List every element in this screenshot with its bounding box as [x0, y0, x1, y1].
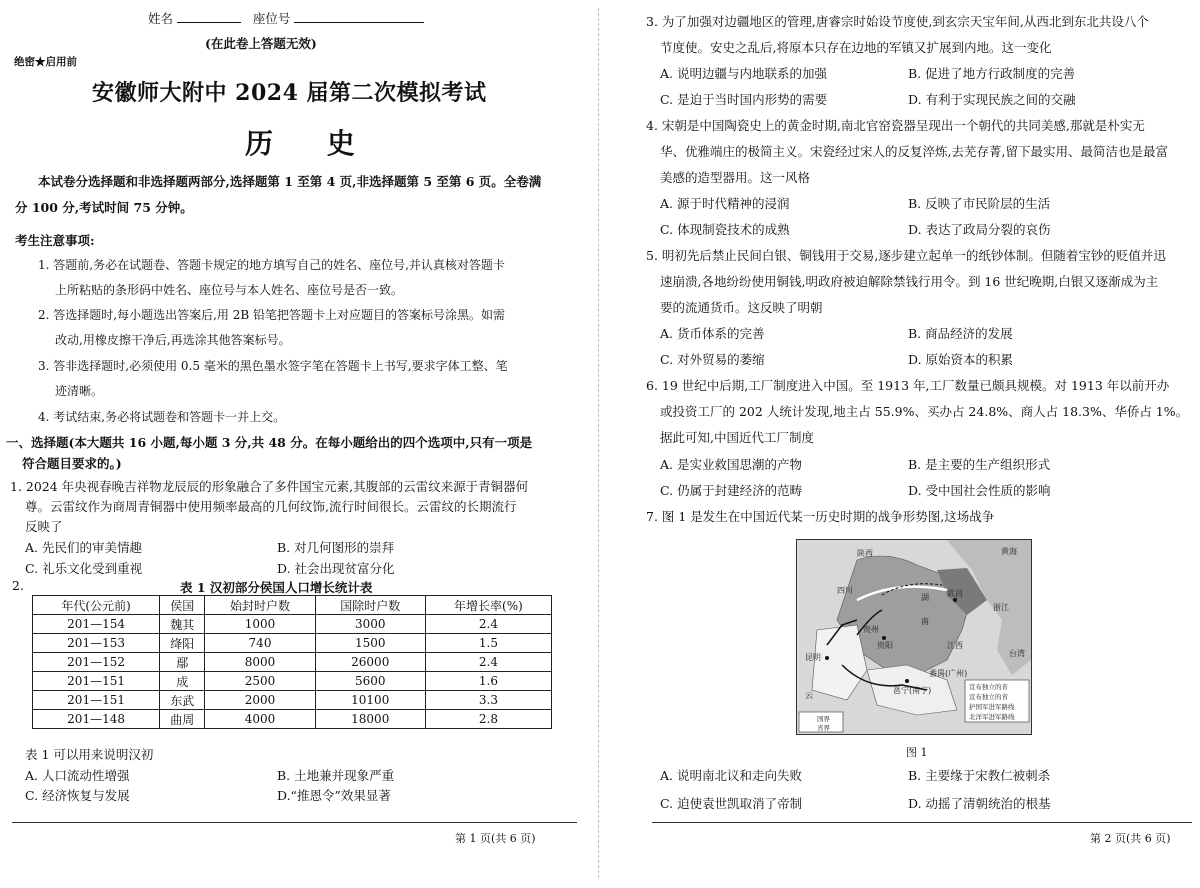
map-label: 贵州	[863, 625, 879, 634]
figure-caption: 图 1	[906, 746, 928, 759]
q5-option-d[interactable]: D. 原始资本的积累	[908, 352, 1014, 367]
seat-blank[interactable]	[294, 10, 424, 23]
table-cell: 1.5	[425, 634, 551, 653]
table-cell: 4000	[205, 710, 315, 729]
table-header: 国除时户数	[315, 596, 425, 615]
map-label: 江西	[947, 641, 963, 650]
table-cell: 18000	[315, 710, 425, 729]
table-cell: 2.8	[425, 710, 551, 729]
footer-rule	[12, 822, 577, 823]
q5-stem-line: 5. 明初先后禁止民间白银、铜钱用于交易,逐步建立起单一的纸钞体制。但随着宝钞的贬值并迅	[646, 248, 1166, 263]
name-blank[interactable]	[177, 10, 241, 23]
table-row	[33, 710, 552, 729]
q1-stem-line: 反映了	[25, 519, 63, 534]
q3-option-c[interactable]: C. 是迫于当时国内形势的需要	[660, 92, 828, 107]
q5-stem-line: 要的流通货币。这反映了明朝	[660, 300, 823, 315]
q4-option-a[interactable]: A. 源于时代精神的浸润	[660, 196, 790, 211]
intro-line-1: 本试卷分选择题和非选择题两部分,选择题第 1 至第 4 页,非选择题第 5 至第 6 页。全卷满	[38, 174, 542, 189]
section-1-heading: 一、选择题(本大题共 16 小题,每小题 3 分,共 48 分。在每小题给出的四个选项中,只有一项是	[6, 435, 533, 450]
q1-stem-line: 尊。云雷纹作为商周青铜器中使用频率最高的几何纹饰,流行时间很长。云雷纹的长期流行	[25, 499, 517, 514]
intro-line-2: 分 100 分,考试时间 75 分钟。	[15, 200, 193, 215]
table-cell: 魏其	[160, 615, 205, 634]
map-legend-item: 国界	[817, 715, 830, 723]
q4-stem-line: 美感的造型器用。这一风格	[660, 170, 811, 185]
q1-stem-line: 1. 2024 年央视春晚吉祥物龙辰辰的形象融合了多件国宝元素,其腹部的云雷纹来源于青铜器何	[10, 479, 529, 494]
table-1-title: 表 1 汉初部分侯国人口增长统计表	[180, 580, 373, 595]
q3-option-b[interactable]: B. 促进了地方行政制度的完善	[908, 66, 1076, 81]
map-label: 昆明	[805, 653, 821, 662]
table-cell: 26000	[315, 653, 425, 672]
q2-option-d[interactable]: D.“推恩令”效果显著	[277, 788, 391, 803]
table-row	[33, 615, 552, 634]
exam-title: 安徽师大附中 2024 届第二次模拟考试	[92, 80, 487, 106]
column-divider	[598, 8, 599, 878]
q4-option-b[interactable]: B. 反映了市民阶层的生活	[908, 196, 1051, 211]
subject-title: 历 史	[245, 127, 377, 160]
table-cell: 曲周	[160, 710, 205, 729]
table-cell: 201—148	[33, 710, 160, 729]
map-label: 云	[805, 691, 813, 700]
q5-option-c[interactable]: C. 对外贸易的萎缩	[660, 352, 765, 367]
table-cell: 201—153	[33, 634, 160, 653]
table-row	[33, 634, 552, 653]
map-label: 黄海	[1001, 547, 1017, 556]
map-legend-item: 北洋军进军路线	[969, 713, 1015, 721]
answer-notice: (在此卷上答题无效)	[205, 36, 317, 51]
table-cell: 1.6	[425, 672, 551, 691]
table-cell: 8000	[205, 653, 315, 672]
instruction-line: 1. 答题前,务必在试题卷、答题卡规定的地方填写自己的姓名、座位号,并认真核对答题卡	[38, 258, 505, 272]
table-row	[33, 653, 552, 672]
q5-stem-line: 速崩溃,各地纷纷使用铜钱,明政府被迫解除禁钱行用令。到 16 世纪晚期,白银又逐渐成为主	[660, 274, 1159, 289]
q4-option-d[interactable]: D. 表达了政局分裂的哀伤	[908, 222, 1051, 237]
q2-number: 2.	[12, 578, 24, 593]
map-legend-item: 省界	[817, 724, 830, 732]
population-table	[32, 595, 552, 729]
table-header: 始封时户数	[205, 596, 315, 615]
table-cell: 鄢	[160, 653, 205, 672]
table-cell: 10100	[315, 691, 425, 710]
candidate-info	[148, 9, 424, 27]
instruction-line: 上所粘贴的条形码中姓名、座位号与本人姓名、座位号是否一致。	[55, 283, 404, 297]
q2-option-a[interactable]: A. 人口流动性增强	[25, 768, 130, 783]
page-2	[610, 0, 1200, 888]
map-label: 陕西	[857, 549, 873, 558]
instruction-line: 2. 答选择题时,每小题选出答案后,用 2B 铅笔把答题卡上对应题目的答案标号涂黑。如需	[38, 308, 505, 322]
table-row	[33, 672, 552, 691]
page-number: 第 1 页(共 6 页)	[455, 832, 536, 845]
q2-option-c[interactable]: C. 经济恢复与发展	[25, 788, 130, 803]
q1-option-a[interactable]: A. 先民们的审美情趣	[25, 540, 142, 555]
table-header: 侯国	[160, 596, 205, 615]
table-header: 年增长率(%)	[425, 596, 551, 615]
section-1-heading-cont: 符合题目要求的。)	[22, 456, 122, 471]
map-label: 浙江	[993, 603, 1009, 612]
war-situation-map	[796, 539, 1032, 735]
q6-option-d[interactable]: D. 受中国社会性质的影响	[908, 483, 1051, 498]
instructions-heading: 考生注意事项:	[15, 233, 95, 248]
q5-option-a[interactable]: A. 货币体系的完善	[660, 326, 765, 341]
q7-option-b[interactable]: B. 主要缘于宋教仁被刺杀	[908, 768, 1051, 783]
map-label: 台湾	[1009, 649, 1025, 658]
q3-option-d[interactable]: D. 有利于实现民族之间的交融	[908, 92, 1076, 107]
city-marker	[825, 656, 829, 660]
instruction-line: 3. 答非选择题时,必须使用 0.5 毫米的黑色墨水签字笔在答题卡上书写,要求字体工整、笔	[38, 359, 508, 373]
map-label: 南	[921, 617, 929, 626]
table-cell: 201—151	[33, 672, 160, 691]
table-header: 年代(公元前)	[33, 596, 160, 615]
q5-option-b[interactable]: B. 商品经济的发展	[908, 326, 1013, 341]
table-cell: 201—152	[33, 653, 160, 672]
table-cell: 2000	[205, 691, 315, 710]
table-cell: 2.4	[425, 653, 551, 672]
table-cell: 东武	[160, 691, 205, 710]
instruction-line: 迹清晰。	[55, 384, 104, 398]
q7-option-d[interactable]: D. 动摇了清朝统治的根基	[908, 796, 1051, 811]
instruction-line: 改动,用橡皮擦干净后,再选涂其他答案标号。	[55, 333, 291, 347]
secret-label: 绝密★启用前	[14, 56, 77, 68]
q6-stem-line: 据此可知,中国近代工厂制度	[660, 430, 814, 445]
q1-option-c[interactable]: C. 礼乐文化受到重视	[25, 561, 143, 576]
map-label: 四川	[837, 586, 853, 595]
q7-option-a[interactable]: A. 说明南北议和走向失败	[660, 768, 802, 783]
name-label: 姓名	[148, 11, 174, 26]
table-cell: 201—151	[33, 691, 160, 710]
table-row	[33, 691, 552, 710]
table-cell: 3000	[315, 615, 425, 634]
map-label: 邕宁(南宁)	[893, 686, 932, 695]
table-cell: 2.4	[425, 615, 551, 634]
table-cell: 绛阳	[160, 634, 205, 653]
map-label: 湖	[921, 593, 929, 602]
q1-option-b[interactable]: B. 对几何图形的崇拜	[277, 540, 395, 555]
q3-stem-line: 节度使。安史之乱后,将原本只存在边地的军镇又扩展到内地。这一变化	[660, 40, 1052, 55]
page-number: 第 2 页(共 6 页)	[1090, 832, 1171, 845]
map-label: 武昌	[947, 589, 963, 598]
table-cell: 5600	[315, 672, 425, 691]
table-cell: 1000	[205, 615, 315, 634]
footer-rule	[652, 822, 1192, 823]
q6-option-c[interactable]: C. 仍属于封建经济的范畴	[660, 483, 803, 498]
q4-stem-line: 4. 宋朝是中国陶瓷史上的黄金时期,南北官窑瓷器呈现出一个朝代的共同美感,那就是朴实无	[646, 118, 1145, 133]
q6-option-b[interactable]: B. 是主要的生产组织形式	[908, 457, 1051, 472]
map-legend-item: 宣布独立的省	[969, 693, 1008, 701]
instruction-line: 4. 考试结束,务必将试题卷和答题卡一并上交。	[38, 410, 286, 424]
q3-option-a[interactable]: A. 说明边疆与内地联系的加强	[660, 66, 827, 81]
q6-stem-line: 或投资工厂的 202 人统计发现,地主占 55.9%、买办占 24.8%、商人占 18.3%、华侨占 1%。	[660, 404, 1189, 419]
table-cell: 201—154	[33, 615, 160, 634]
q2-stem: 表 1 可以用来说明汉初	[25, 747, 154, 762]
q4-stem-line: 华、优雅端庄的极简主义。宋瓷经过宋人的反复淬炼,去芜存菁,留下最实用、最简洁也是最富	[660, 144, 1168, 159]
map-label: 贵阳	[877, 641, 893, 650]
table-header-row	[33, 596, 552, 615]
map-legend-item: 护国军进军路线	[969, 703, 1015, 711]
table-cell: 成	[160, 672, 205, 691]
seat-label: 座位号	[252, 11, 291, 26]
city-marker	[905, 679, 909, 683]
map-legend-item: 宣布独立的省	[969, 683, 1008, 691]
q1-option-d[interactable]: D. 社会出现贫富分化	[277, 561, 395, 576]
q7-option-c[interactable]: C. 迫使袁世凯取消了帝制	[660, 796, 803, 811]
q6-stem-line: 6. 19 世纪中后期,工厂制度进入中国。至 1913 年,工厂数量已颇具规模。对 1913 年以前开办	[646, 378, 1170, 393]
map-label: 番禺(广州)	[929, 669, 968, 678]
table-cell: 3.3	[425, 691, 551, 710]
q4-option-c[interactable]: C. 体现制瓷技术的成熟	[660, 222, 790, 237]
q7-stem: 7. 图 1 是发生在中国近代某一历史时期的战争形势图,这场战争	[646, 509, 995, 524]
page-1	[0, 0, 590, 888]
table-cell: 740	[205, 634, 315, 653]
table-cell: 1500	[315, 634, 425, 653]
q2-option-b[interactable]: B. 土地兼并现象严重	[277, 768, 395, 783]
table-cell: 2500	[205, 672, 315, 691]
q3-stem-line: 3. 为了加强对边疆地区的管理,唐睿宗时始设节度使,到玄宗天宝年间,从西北到东北共设八个	[646, 14, 1149, 29]
q6-option-a[interactable]: A. 是实业救国思潮的产物	[660, 457, 802, 472]
